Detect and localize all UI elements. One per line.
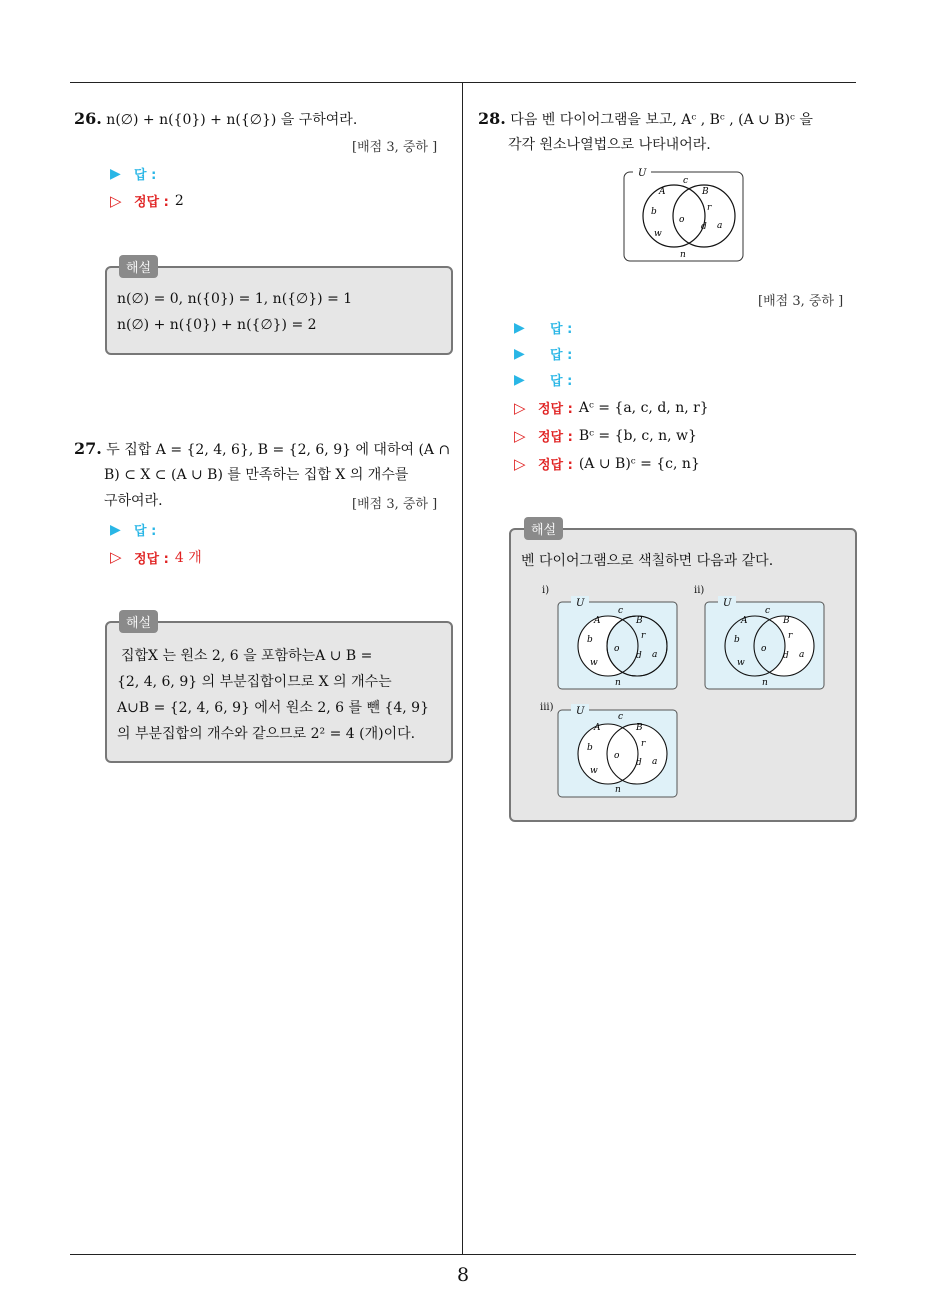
venn-label-c: c	[765, 606, 771, 616]
explanation-box-26	[105, 266, 453, 355]
answer-label: 답 :	[134, 524, 157, 539]
correct-value: Aᶜ = {a, c, d, n, r}	[578, 399, 709, 416]
question-text-line: 다음 벤 다이어그램을 보고, Aᶜ , Bᶜ , (A ∪ B)ᶜ 을	[510, 112, 813, 128]
explanation-tag: 해설	[119, 610, 158, 633]
venn-label-n: n	[762, 678, 768, 688]
filled-triangle-icon: ▶	[514, 345, 525, 362]
filled-triangle-icon: ▶	[110, 521, 121, 538]
correct-value: 2	[174, 192, 184, 209]
venn-label-r: r	[788, 631, 793, 641]
score-28: [배점 3, 중하 ]	[758, 294, 844, 309]
venn-label-r: r	[641, 631, 646, 641]
answer-row-28-1[interactable]	[514, 318, 572, 337]
correct-value: (A ∪ B)ᶜ = {c, n}	[578, 455, 700, 472]
question-text: n(∅) + n({0}) + n({∅}) 을 구하여라.	[106, 112, 358, 128]
venn-label-B: B	[636, 616, 643, 626]
venn-label-A: A	[594, 723, 601, 733]
venn-diagram-case-iii	[557, 704, 679, 800]
score-26: [배점 3, 중하 ]	[352, 140, 438, 155]
answer-row-28-3[interactable]	[514, 370, 572, 389]
venn-label-A: A	[741, 616, 748, 626]
venn-label-b: b	[587, 743, 593, 753]
answer-row-27[interactable]	[110, 520, 156, 539]
question-28	[478, 106, 813, 133]
top-rule	[70, 82, 856, 83]
venn-label-n: n	[615, 678, 621, 688]
explanation-line: {2, 4, 6, 9} 의 부분집합이므로 X 의 개수는	[117, 674, 392, 690]
score-27: [배점 3, 중하 ]	[352, 497, 438, 512]
question-number: 27.	[74, 439, 102, 458]
correct-row-26	[110, 191, 184, 210]
outline-triangle-icon: ▷	[514, 398, 526, 417]
venn-label-b: b	[587, 635, 593, 645]
venn-label-B: B	[636, 723, 643, 733]
correct-label: 정답 :	[538, 402, 573, 417]
venn-label-a: a	[652, 757, 658, 767]
venn-label-o: o	[679, 215, 685, 225]
venn-label-B: B	[783, 616, 790, 626]
explanation-line: 집합X 는 원소 2, 6 을 포함하는A ∪ B =	[121, 648, 373, 664]
venn-label-b: b	[734, 635, 740, 645]
explanation-tag: 해설	[119, 255, 158, 278]
case-label-iii: iii)	[540, 702, 554, 713]
correct-row-28-1	[514, 398, 709, 417]
correct-row-28-3	[514, 454, 700, 473]
filled-triangle-icon: ▶	[110, 165, 121, 182]
venn-label-r: r	[641, 739, 646, 749]
explanation-line: n(∅) + n({0}) + n({∅}) = 2	[117, 317, 317, 333]
venn-label-U: U	[638, 168, 647, 179]
case-label-ii: ii)	[694, 585, 705, 596]
case-label-i: i)	[542, 585, 550, 596]
question-text-line: 구하여라.	[104, 493, 163, 509]
explanation-line: A∪B = {2, 4, 6, 9} 에서 원소 2, 6 를 뺀 {4, 9}	[117, 700, 429, 716]
answer-row-26[interactable]	[110, 164, 156, 183]
question-text-line: B) ⊂ X ⊂ (A ∪ B) 를 만족하는 집합 X 의 개수를	[104, 467, 409, 483]
correct-row-27	[110, 547, 202, 567]
correct-label: 정답 :	[538, 458, 573, 473]
venn-label-U: U	[576, 706, 585, 717]
venn-label-n: n	[680, 250, 686, 260]
explanation-tag: 해설	[524, 517, 563, 540]
correct-label: 정답 :	[134, 551, 169, 567]
venn-label-d: d	[783, 651, 789, 661]
venn-label-a: a	[799, 650, 805, 660]
venn-label-c: c	[618, 712, 624, 722]
explanation-line: 벤 다이어그램으로 색칠하면 다음과 같다.	[521, 553, 774, 569]
filled-triangle-icon: ▶	[514, 371, 525, 388]
correct-row-28-2	[514, 426, 697, 445]
venn-label-w: w	[737, 658, 745, 668]
outline-triangle-icon: ▷	[514, 454, 526, 473]
venn-label-d: d	[636, 651, 642, 661]
venn-label-a: a	[717, 221, 723, 231]
column-divider	[462, 82, 463, 1254]
answer-row-28-2[interactable]	[514, 344, 572, 363]
answer-label: 답 :	[550, 348, 573, 363]
explanation-box-27	[105, 621, 453, 763]
question-text-line: 각각 원소나열법으로 나타내어라.	[508, 137, 711, 153]
correct-value: Bᶜ = {b, c, n, w}	[578, 427, 697, 444]
venn-label-b: b	[651, 207, 657, 217]
venn-label-U: U	[576, 598, 585, 609]
venn-label-w: w	[590, 766, 598, 776]
page-number: 8	[456, 1264, 470, 1286]
venn-diagram-main	[623, 166, 745, 264]
venn-label-U: U	[723, 598, 732, 609]
correct-value: 4 개	[174, 550, 202, 566]
correct-label: 정답 :	[538, 430, 573, 445]
venn-label-A: A	[594, 616, 601, 626]
explanation-line: 의 부분집합의 개수와 같으므로 2² = 4 (개)이다.	[117, 726, 416, 742]
venn-label-o: o	[761, 644, 767, 654]
question-26	[74, 106, 357, 133]
venn-label-d: d	[636, 758, 642, 768]
correct-label: 정답 :	[134, 195, 169, 210]
explanation-line: n(∅) = 0, n({0}) = 1, n({∅}) = 1	[117, 291, 353, 307]
venn-label-w: w	[590, 658, 598, 668]
venn-label-A: A	[659, 187, 666, 197]
venn-diagram-case-i	[557, 596, 679, 692]
outline-triangle-icon: ▷	[110, 548, 122, 566]
question-text-line: 두 집합 A = {2, 4, 6}, B = {2, 6, 9} 에 대하여 (A ∩	[106, 442, 451, 458]
venn-diagram-case-ii	[704, 596, 826, 692]
answer-label: 답 :	[550, 374, 573, 389]
venn-label-c: c	[618, 606, 624, 616]
venn-label-a: a	[652, 650, 658, 660]
answer-label: 답 :	[550, 322, 573, 337]
filled-triangle-icon: ▶	[514, 319, 525, 336]
venn-label-w: w	[654, 229, 662, 239]
venn-label-o: o	[614, 644, 620, 654]
bottom-rule	[70, 1254, 856, 1255]
venn-label-r: r	[707, 203, 712, 213]
venn-label-o: o	[614, 751, 620, 761]
outline-triangle-icon: ▷	[110, 191, 122, 210]
venn-label-c: c	[683, 176, 689, 186]
venn-label-n: n	[615, 785, 621, 795]
answer-label: 답 :	[134, 168, 157, 183]
venn-label-d: d	[701, 222, 707, 232]
question-number: 26.	[74, 109, 102, 128]
question-number: 28.	[478, 109, 506, 128]
question-27	[74, 436, 450, 463]
outline-triangle-icon: ▷	[514, 426, 526, 445]
venn-label-B: B	[702, 187, 709, 197]
